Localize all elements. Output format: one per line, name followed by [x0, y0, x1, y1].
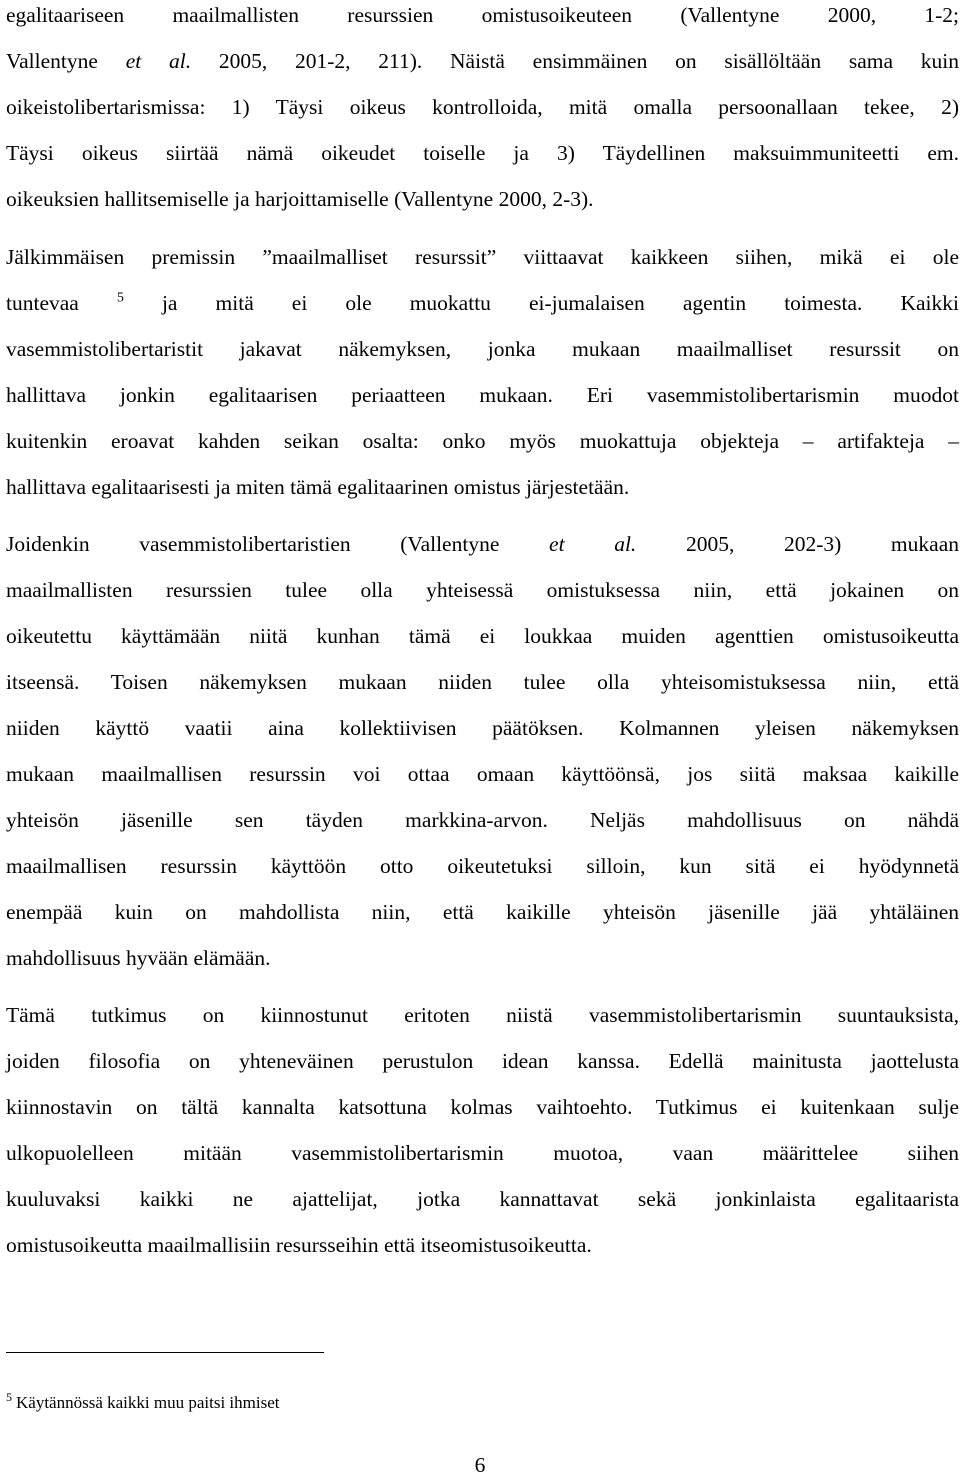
text-segment: omistusoikeutta maailmallisiin resursseihin että itseomistusoikeutta. — [6, 1233, 592, 1257]
paragraph-1 — [6, 0, 959, 222]
text-line — [6, 1130, 959, 1176]
text-segment: ja mitä ei ole muokattu ei-jumalaisen agentin toimesta. Kaikki — [123, 291, 959, 315]
page-number: 6 — [474, 1453, 486, 1477]
footnote — [6, 1391, 279, 1415]
text-segment: kiinnostavin on tältä kannalta katsottuna kolmas vaihtoehto. Tutkimus ei kuitenkaan sulje — [6, 1095, 959, 1119]
text-segment: enempää kuin on mahdollista niin, että kaikille yhteisön jäsenille jää yhtäläinen — [6, 900, 959, 924]
text-segment: hallittava jonkin egalitaarisen periaatteen mukaan. Eri vasemmistolibertarismin muodot — [6, 383, 959, 407]
text-line — [6, 1176, 959, 1222]
text-line — [6, 1084, 959, 1130]
text-line — [6, 234, 959, 280]
italic-text: et al. — [549, 532, 637, 556]
text-line — [6, 464, 959, 510]
text-line — [6, 797, 959, 843]
footnote-separator — [6, 1352, 324, 1353]
footnote-number: 5 — [6, 1390, 12, 1405]
text-line — [6, 705, 959, 751]
text-line — [6, 889, 959, 935]
text-segment: joiden filosofia on yhteneväinen perustulon idean kanssa. Edellä mainitusta jaottelusta — [6, 1049, 959, 1073]
text-line — [6, 130, 959, 176]
text-segment: kuitenkin eroavat kahden seikan osalta: onko myös muokattuja objekteja – artifakteja – — [6, 429, 959, 453]
text-segment: itseensä. Toisen näkemyksen mukaan niiden tulee olla yhteisomistuksessa niin, että — [6, 670, 959, 694]
footnote-text: Käytännössä kaikki muu paitsi ihmiset — [16, 1393, 280, 1412]
text-line — [6, 1222, 959, 1268]
text-segment: mahdollisuus hyvään elämään. — [6, 946, 271, 970]
text-segment: Tämä tutkimus on kiinnostunut eritoten niistä vasemmistolibertarismin suuntauksista, — [6, 1003, 959, 1027]
text-segment: vasemmistolibertaristit jakavat näkemyksen, jonka mukaan maailmalliset resurssit on — [6, 337, 959, 361]
text-segment: tuntevaa — [6, 291, 117, 315]
footnote-reference: 5 — [116, 290, 124, 306]
text-line — [6, 751, 959, 797]
text-line — [6, 843, 959, 889]
text-line — [6, 1038, 959, 1084]
text-segment: hallittava egalitaarisesti ja miten tämä egalitaarinen omistus järjestetään. — [6, 475, 630, 499]
text-segment: Täysi oikeus siirtää nämä oikeudet toiselle ja 3) Täydellinen maksuimmuniteetti em. — [6, 141, 959, 165]
text-segment: kuuluvaksi kaikki ne ajattelijat, jotka kannattavat sekä jonkinlaista egalitaarista — [6, 1187, 959, 1211]
text-line — [6, 992, 959, 1038]
text-line — [6, 84, 959, 130]
text-line — [6, 659, 959, 705]
paragraph-4 — [6, 992, 959, 1268]
text-segment: Vallentyne — [6, 49, 126, 73]
text-line — [6, 935, 959, 981]
text-segment: oikeuksien hallitsemiselle ja harjoittamiselle (Vallentyne 2000, 2-3). — [6, 187, 594, 211]
text-segment: niiden käyttö vaatii aina kollektiivisen päätöksen. Kolmannen yleisen näkemyksen — [6, 716, 959, 740]
text-segment: egalitaariseen maailmallisten resurssien omistusoikeuteen (Vallentyne 2000, 1-2; — [6, 3, 959, 27]
text-segment: Joidenkin vasemmistolibertaristien (Vallentyne — [6, 532, 550, 556]
text-line — [6, 280, 959, 326]
text-line — [6, 372, 959, 418]
text-line — [6, 38, 959, 84]
italic-text: et al. — [125, 49, 192, 73]
text-segment: maailmallisen resurssin käyttöön otto oikeutetuksi silloin, kun sitä ei hyödynnetä — [6, 854, 959, 878]
text-line — [6, 521, 959, 567]
text-line — [6, 567, 959, 613]
text-line — [6, 418, 959, 464]
text-segment: oikeistolibertarismissa: 1) Täysi oikeus kontrolloida, mitä omalla persoonallaan tekee, 2) — [6, 95, 959, 119]
text-segment: 2005, 202-3) mukaan — [636, 532, 959, 556]
text-segment: 2005, 201-2, 211). Näistä ensimmäinen on sisällöltään sama kuin — [191, 49, 959, 73]
text-segment: mukaan maailmallisen resurssin voi ottaa omaan käyttöönsä, jos siitä maksaa kaikille — [6, 762, 959, 786]
text-line — [6, 0, 959, 38]
text-segment: yhteisön jäsenille sen täyden markkina-arvon. Neljäs mahdollisuus on nähdä — [6, 808, 959, 832]
text-line — [6, 326, 959, 372]
text-segment: Jälkimmäisen premissin ”maailmalliset resurssit” viittaavat kaikkeen siihen, mikä ei ole — [6, 245, 959, 269]
text-segment: maailmallisten resurssien tulee olla yhteisessä omistuksessa niin, että jokainen on — [6, 578, 959, 602]
text-line — [6, 176, 959, 222]
text-line — [6, 613, 959, 659]
paragraph-3 — [6, 521, 959, 981]
text-segment: ulkopuolelleen mitään vasemmistolibertarismin muotoa, vaan määrittelee siihen — [6, 1141, 959, 1165]
paragraph-2 — [6, 234, 959, 510]
text-segment: oikeutettu käyttämään niitä kunhan tämä ei loukkaa muiden agenttien omistusoikeutta — [6, 624, 959, 648]
